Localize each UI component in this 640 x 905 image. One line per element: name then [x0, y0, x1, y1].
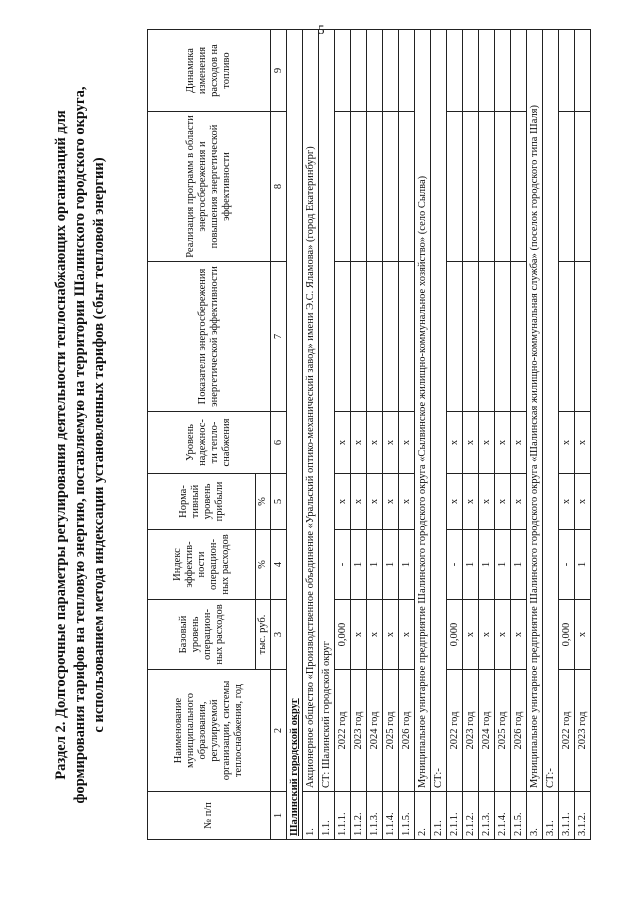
table-row — [511, 30, 527, 840]
row-num: 2.1.1. — [447, 792, 463, 840]
base-opex-value: x — [511, 600, 527, 670]
energy-programs-value — [575, 112, 591, 262]
system-row — [319, 30, 335, 840]
profit-level-value: x — [383, 474, 399, 530]
fuel-dynamics-value — [351, 30, 367, 112]
efficiency-index-value: 1 — [479, 530, 495, 600]
table-row — [351, 30, 367, 840]
row-year: 2022 год — [559, 670, 575, 792]
profit-level-value: x — [511, 474, 527, 530]
efficiency-index-value: 1 — [383, 530, 399, 600]
energy-programs-value — [367, 112, 383, 262]
org-num: 3. — [527, 792, 543, 840]
unit-efficiency-index: % — [256, 530, 271, 600]
unit-profit-level: % — [256, 474, 271, 530]
fuel-dynamics-value — [463, 30, 479, 112]
col-number: 2 — [271, 670, 287, 792]
parameters-table — [147, 29, 591, 840]
profit-level-value: x — [335, 474, 351, 530]
org-num: 1. — [303, 792, 319, 840]
reliability-value: x — [367, 412, 383, 474]
reliability-value: x — [399, 412, 415, 474]
energy-saving-value — [447, 262, 463, 412]
energy-programs-value — [559, 112, 575, 262]
base-opex-value: 0,000 — [335, 600, 351, 670]
energy-saving-value — [559, 262, 575, 412]
table-row — [575, 30, 591, 840]
system-num: 3.1. — [543, 792, 559, 840]
base-opex-value: x — [351, 600, 367, 670]
municipality-row — [287, 30, 303, 840]
municipality-name: Шалинский городской округ — [288, 698, 300, 836]
row-year: 2022 год — [447, 670, 463, 792]
profit-level-value: x — [495, 474, 511, 530]
efficiency-index-value: 1 — [575, 530, 591, 600]
title-line-2: формирования тарифов на тепловую энергию, поставляемую на территории Шалинского городского округа, — [72, 86, 88, 804]
row-num: 2.1.4. — [495, 792, 511, 840]
reliability-value: x — [511, 412, 527, 474]
header-name: Наименование муниципального образования, регулируемой организации, системы теплоснабжения, год — [148, 670, 271, 792]
energy-saving-value — [479, 262, 495, 412]
table-row — [479, 30, 495, 840]
efficiency-index-value: 1 — [351, 530, 367, 600]
row-num: 1.1.1. — [335, 792, 351, 840]
org-row — [303, 30, 319, 840]
fuel-dynamics-value — [559, 30, 575, 112]
org-name: Муниципальное унитарное предприятие Шалинского городского округа «Шалинская жилищно-коммунальная служба» (поселок городского типа Шаля) — [527, 30, 543, 792]
row-year: 2024 год — [479, 670, 495, 792]
org-row — [415, 30, 431, 840]
efficiency-index-value: - — [335, 530, 351, 600]
efficiency-index-value: 1 — [463, 530, 479, 600]
fuel-dynamics-value — [575, 30, 591, 112]
energy-programs-value — [335, 112, 351, 262]
fuel-dynamics-value — [479, 30, 495, 112]
profit-level-value: x — [351, 474, 367, 530]
energy-saving-value — [511, 262, 527, 412]
row-num: 2.1.2. — [463, 792, 479, 840]
row-year: 2022 год — [335, 670, 351, 792]
fuel-dynamics-value — [399, 30, 415, 112]
base-opex-value: x — [575, 600, 591, 670]
col-number: 9 — [271, 30, 287, 112]
table-row — [559, 30, 575, 840]
table-row — [463, 30, 479, 840]
energy-saving-value — [495, 262, 511, 412]
system-num: 2.1. — [431, 792, 447, 840]
header-num: № п/п — [148, 792, 271, 840]
row-year: 2023 год — [575, 670, 591, 792]
fuel-dynamics-value — [447, 30, 463, 112]
fuel-dynamics-value — [511, 30, 527, 112]
system-name: СТ: Шалинский городской округ — [319, 30, 335, 792]
energy-saving-value — [463, 262, 479, 412]
header-energy-programs: Реализация программ в области энергосбережения и повышения энергетической эффективности — [148, 112, 271, 262]
row-num: 1.1.2. — [351, 792, 367, 840]
row-num: 1.1.4. — [383, 792, 399, 840]
energy-saving-value — [335, 262, 351, 412]
header-fuel-dynamics: Динамика изменения расходов на топливо — [148, 30, 271, 112]
header-profit-level: Норма-тивный уровень прибыли — [148, 474, 256, 530]
base-opex-value: x — [463, 600, 479, 670]
row-year: 2025 год — [495, 670, 511, 792]
column-numbers-row — [271, 30, 287, 840]
energy-saving-value — [383, 262, 399, 412]
energy-saving-value — [575, 262, 591, 412]
profit-level-value: x — [463, 474, 479, 530]
reliability-value: x — [351, 412, 367, 474]
table-row — [447, 30, 463, 840]
base-opex-value: x — [479, 600, 495, 670]
efficiency-index-value: 1 — [399, 530, 415, 600]
table-row — [367, 30, 383, 840]
fuel-dynamics-value — [335, 30, 351, 112]
header-reliability: Уровень надежнос-ти тепло-снабжения — [148, 412, 271, 474]
system-row — [431, 30, 447, 840]
reliability-value: x — [495, 412, 511, 474]
efficiency-index-value: 1 — [511, 530, 527, 600]
base-opex-value: x — [383, 600, 399, 670]
energy-programs-value — [463, 112, 479, 262]
energy-saving-value — [351, 262, 367, 412]
profit-level-value: x — [479, 474, 495, 530]
col-number: 6 — [271, 412, 287, 474]
table-row — [495, 30, 511, 840]
system-row — [543, 30, 559, 840]
reliability-value: x — [335, 412, 351, 474]
col-number: 7 — [271, 262, 287, 412]
reliability-value: x — [447, 412, 463, 474]
energy-saving-value — [367, 262, 383, 412]
org-name: Акционерное общество «Производственное объединение «Уральский оптико-механический завод» имени Э.С. Яламова» (город Екатеринбург) — [303, 30, 319, 792]
base-opex-value: x — [399, 600, 415, 670]
efficiency-index-value: 1 — [367, 530, 383, 600]
reliability-value: x — [479, 412, 495, 474]
energy-programs-value — [399, 112, 415, 262]
row-year: 2026 год — [511, 670, 527, 792]
row-num: 1.1.3. — [367, 792, 383, 840]
profit-level-value: x — [575, 474, 591, 530]
header-efficiency-index: Индекс эффектив-ности операцион-ных расходов — [148, 530, 256, 600]
row-year: 2024 год — [367, 670, 383, 792]
row-year: 2023 год — [351, 670, 367, 792]
energy-saving-value — [399, 262, 415, 412]
energy-programs-value — [479, 112, 495, 262]
col-number: 1 — [271, 792, 287, 840]
table-row — [335, 30, 351, 840]
table-row — [383, 30, 399, 840]
table-row — [399, 30, 415, 840]
fuel-dynamics-value — [495, 30, 511, 112]
energy-programs-value — [495, 112, 511, 262]
row-num: 2.1.5. — [511, 792, 527, 840]
profit-level-value: x — [399, 474, 415, 530]
section-title — [52, 30, 109, 860]
row-year: 2025 год — [383, 670, 399, 792]
title-line-3: с использованием метода индексации установленных тарифов (сбыт тепловой энергии) — [91, 157, 107, 733]
efficiency-index-value: 1 — [495, 530, 511, 600]
energy-programs-value — [351, 112, 367, 262]
fuel-dynamics-value — [383, 30, 399, 112]
col-number: 4 — [271, 530, 287, 600]
reliability-value: x — [383, 412, 399, 474]
base-opex-value: x — [495, 600, 511, 670]
energy-programs-value — [447, 112, 463, 262]
header-base-opex: Базовый уровень операцион-ных расходов — [148, 600, 256, 670]
row-num: 3.1.1. — [559, 792, 575, 840]
base-opex-value: 0,000 — [447, 600, 463, 670]
col-number: 8 — [271, 112, 287, 262]
row-num: 2.1.3. — [479, 792, 495, 840]
reliability-value: x — [463, 412, 479, 474]
profit-level-value: x — [447, 474, 463, 530]
fuel-dynamics-value — [367, 30, 383, 112]
row-year: 2023 год — [463, 670, 479, 792]
energy-programs-value — [383, 112, 399, 262]
system-name: СТ:- — [431, 30, 447, 792]
efficiency-index-value: - — [447, 530, 463, 600]
profit-level-value: x — [559, 474, 575, 530]
system-num: 1.1. — [319, 792, 335, 840]
unit-base-opex: тыс. руб. — [256, 600, 271, 670]
org-name: Муниципальное унитарное предприятие Шалинского городского округа «Сылвинское жилищно-коммунальное хозяйство» (село Сылва) — [415, 30, 431, 792]
row-num: 3.1.2. — [575, 792, 591, 840]
profit-level-value: x — [367, 474, 383, 530]
col-number: 5 — [271, 474, 287, 530]
org-row — [527, 30, 543, 840]
col-number: 3 — [271, 600, 287, 670]
reliability-value: x — [575, 412, 591, 474]
org-num: 2. — [415, 792, 431, 840]
row-num: 1.1.5. — [399, 792, 415, 840]
header-energy-saving: Показатели энергосбережения энергетической эффективности — [148, 262, 271, 412]
system-name: СТ:- — [543, 30, 559, 792]
title-line-1: Раздел 2. Долгосрочные параметры регулирования деятельности теплоснабжающих организаций для — [53, 110, 69, 780]
rotated-page-content — [52, 30, 617, 860]
row-year: 2026 год — [399, 670, 415, 792]
efficiency-index-value: - — [559, 530, 575, 600]
page-number: 5 — [318, 22, 325, 37]
base-opex-value: x — [367, 600, 383, 670]
reliability-value: x — [559, 412, 575, 474]
base-opex-value: 0,000 — [559, 600, 575, 670]
energy-programs-value — [511, 112, 527, 262]
